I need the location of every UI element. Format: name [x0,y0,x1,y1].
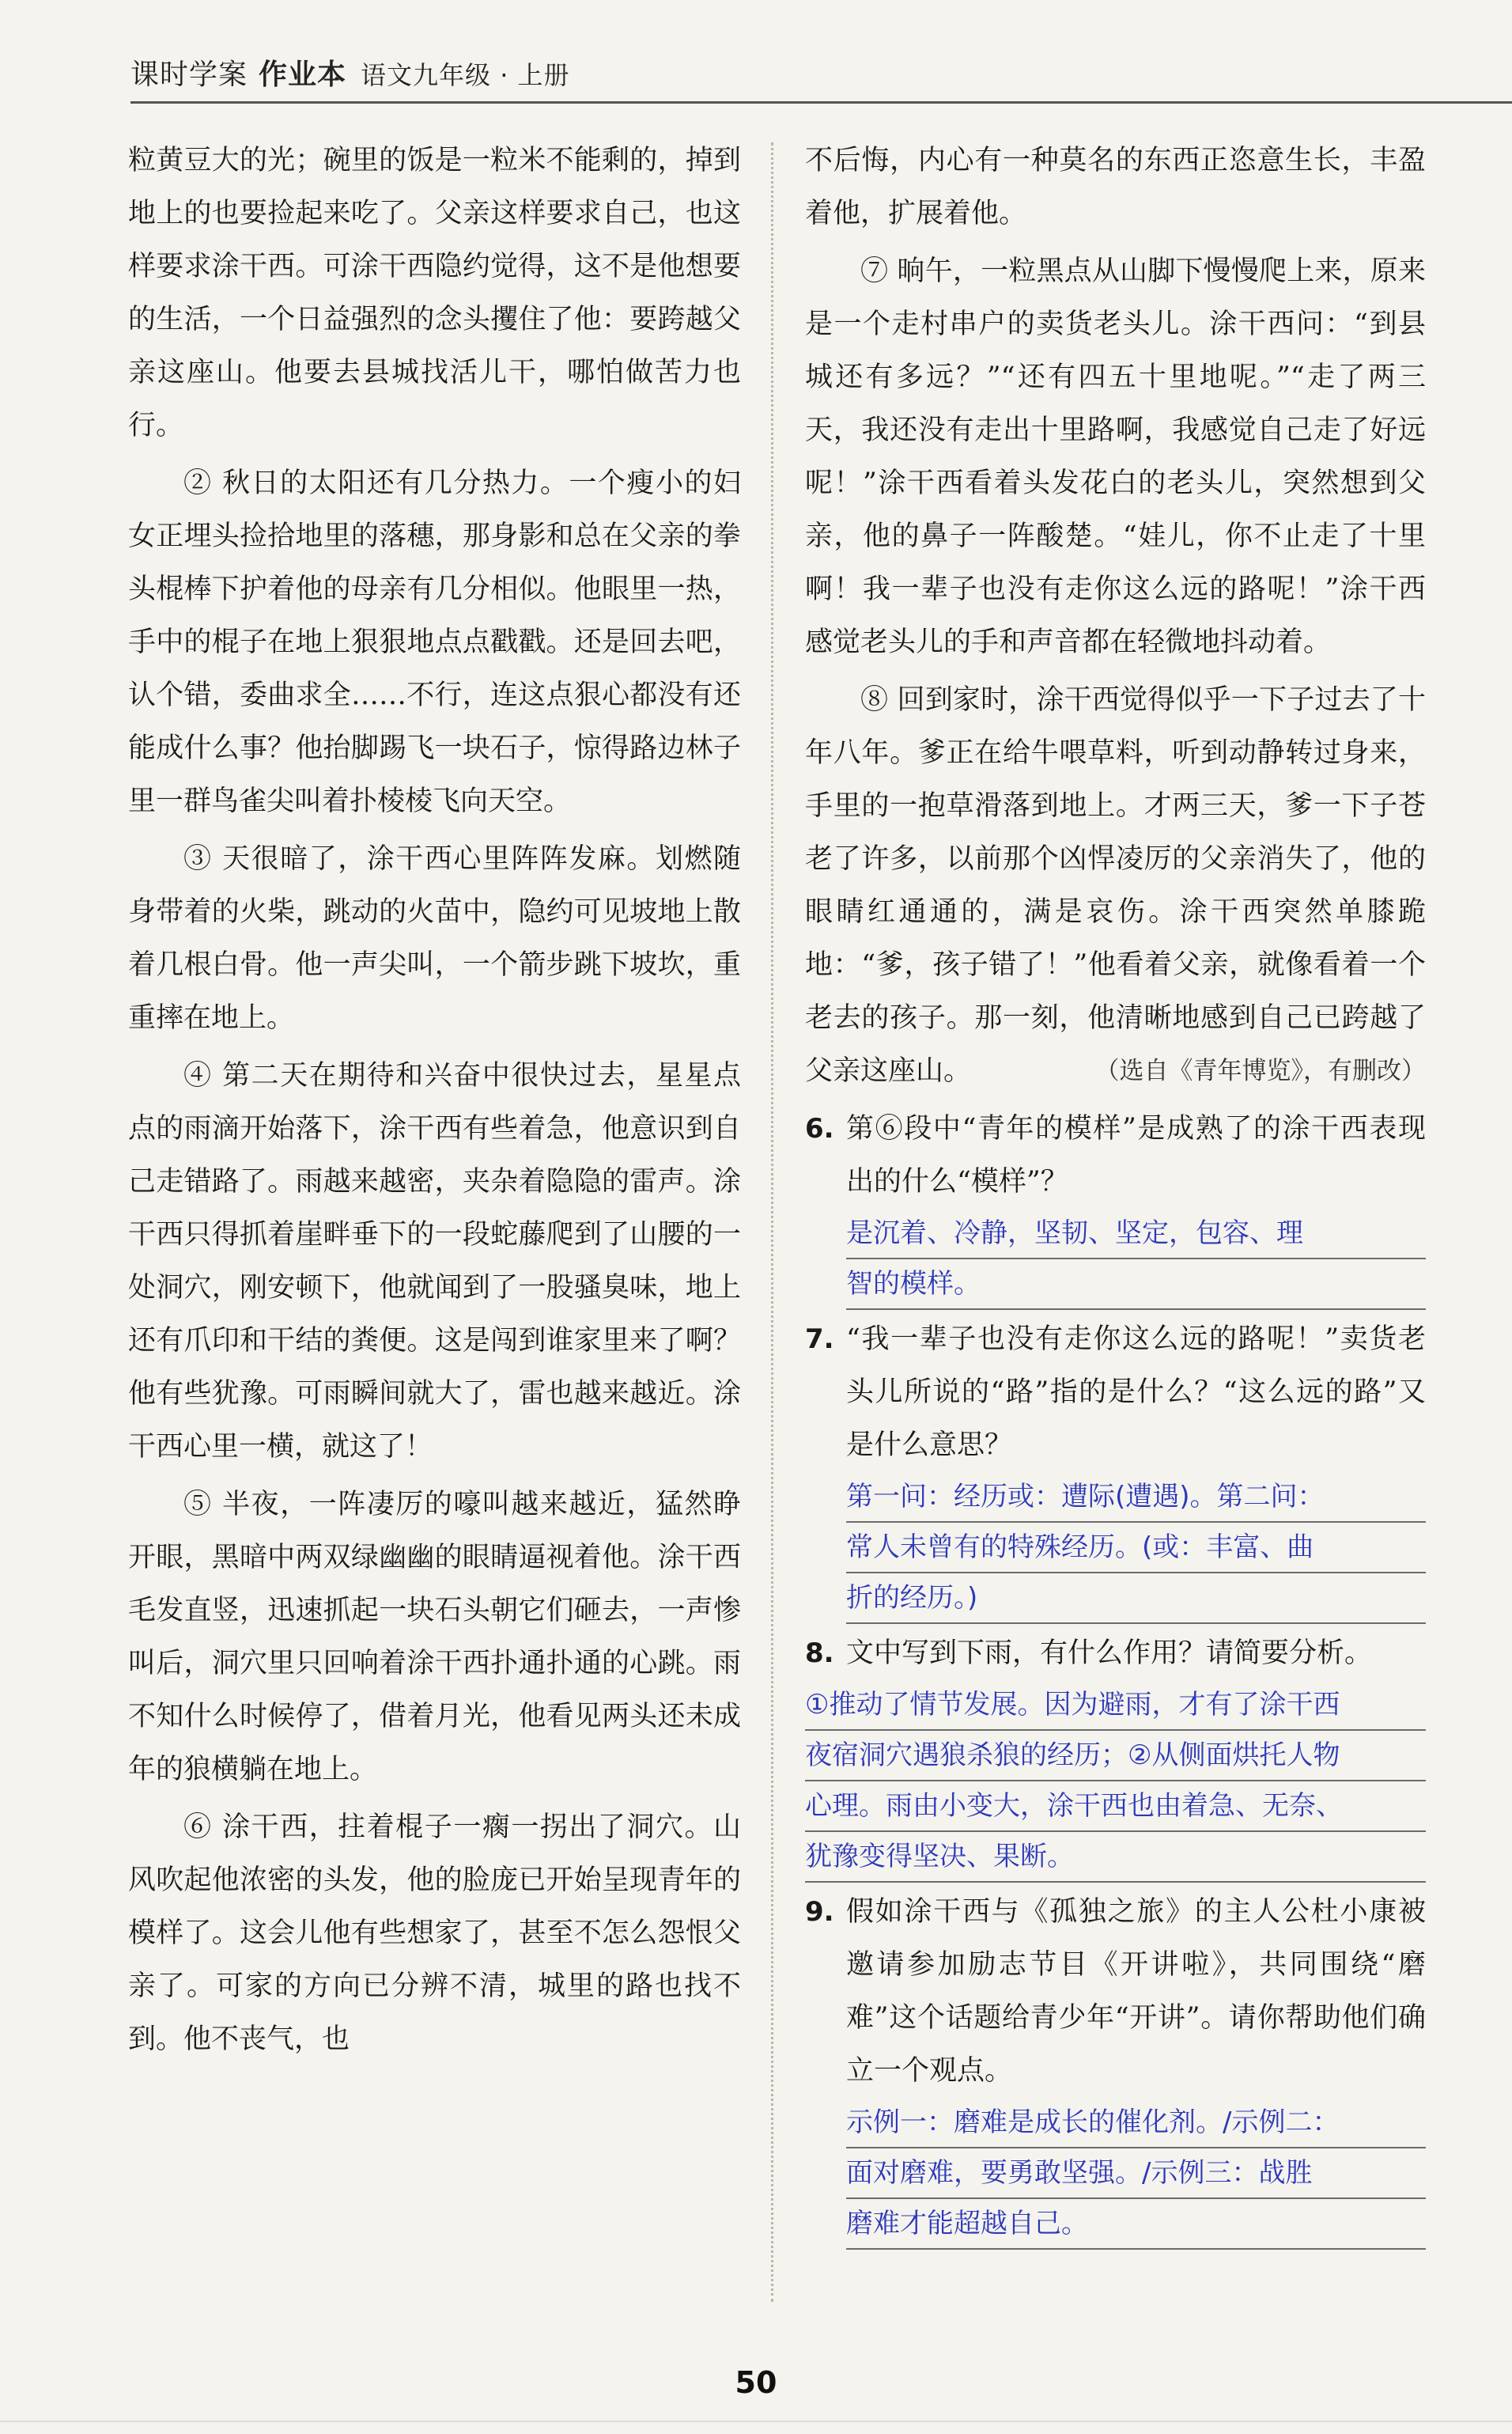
question-6 [805,1103,1426,1310]
answer-6 [846,1209,1426,1310]
paragraph-8-text: ⑧ 回到家时，涂干西觉得似乎一下子过去了十年八年。爹正在给牛喂草料，听到动静转过身来，手里的一抱草滑落到地上。才两三天，爹一下子苍老了许多，以前那个凶悍凌厉的父亲消失了，他的眼睛红通通的，满是哀伤。涂干西突然单膝跪地：“爹，孩子错了！”他看着父亲，就像看着一个老去的孩子。那一刻，他清晰地感到自己已跨越了父亲这座山。 [805,684,1426,1087]
answer-line: 常人未曾有的特殊经历。(或：丰富、曲 [846,1523,1426,1573]
question-9 [805,1886,1426,2250]
answer-8 [805,1680,1426,1883]
bottom-rule [0,2421,1512,2422]
answer-line: 心理。雨由小变大，涂干西也由着急、无奈、 [805,1781,1426,1832]
answer-line: 面对磨难，要勇敢坚强。/示例三：战胜 [846,2148,1426,2199]
page-number: 50 [735,2365,777,2400]
answer-line: 智的模样。 [846,1259,1426,1310]
answer-line: 示例一：磨难是成长的催化剂。/示例二： [846,2098,1426,2148]
paragraph-4: ④ 第二天在期待和兴奋中很快过去，星星点点的雨滴开始落下，涂干西有些着急，他意识到自己走错路了。雨越来越密，夹杂着隐隐的雷声。涂干西只得抓着崖畔垂下的一段蛇藤爬到了山腰的一处洞穴，刚安顿下，他就闻到了一股骚臭味，地上还有爪印和干结的粪便。这是闯到谁家里来了啊？他有些犹豫。可雨瞬间就大了，雷也越来越近。涂干西心里一横，就这了！ [128,1060,741,1463]
header-rule [130,101,1512,104]
paragraph-7: ⑦ 晌午，一粒黑点从山脚下慢慢爬上来，原来是一个走村串户的卖货老头儿。涂干西问：“到县城还有多远？”“还有四五十里地呢。”“走了两三天，我还没有走出十里路啊，我感觉自己走了好远呢！”涂干西看着头发花白的老头儿，突然想到父亲，他的鼻子一阵酸楚。“娃儿，你不止走了十里啊！我一辈子也没有走你这么远的路呢！”涂干西感觉老头儿的手和声音都在轻微地抖动着。 [805,256,1426,658]
question-text: 文中写到下雨，有什么作用？请简要分析。 [846,1637,1373,1669]
question-number: 8. [805,1637,834,1669]
answer-7 [846,1472,1426,1624]
right-column [805,134,1426,2250]
paragraph-1-tail: 粒黄豆大的光；碗里的饭是一粒米不能剩的，掉到地上的也要捡起来吃了。父亲这样要求自己，也这样要求涂干西。可涂干西隐约觉得，这不是他想要的生活，一个日益强烈的念头攫住了他：要跨越父亲这座山。他要去县城找活儿干，哪怕做苦力也行。 [128,145,741,441]
answer-line: 第一问：经历或：遭际(遭遇)。第二问： [846,1472,1426,1523]
paragraph-2: ② 秋日的太阳还有几分热力。一个瘦小的妇女正埋头捡拾地里的落穗，那身影和总在父亲的拳头棍棒下护着他的母亲有几分相似。他眼里一热，手中的棍子在地上狠狠地点点戳戳。还是回去吧，认个错，委曲求全……不行，连这点狠心都没有还能成什么事？他抬脚踢飞一块石子，惊得路边林子里一群鸟雀尖叫着扑棱棱飞向天空。 [128,467,741,817]
left-column [128,134,741,2071]
question-text: 第⑥段中“青年的模样”是成熟了的涂干西表现出的什么“模样”？ [846,1113,1426,1198]
answer-line: 折的经历。) [846,1573,1426,1624]
running-header [130,52,570,93]
paragraph-5: ⑤ 半夜，一阵凄厉的嚎叫越来越近，猛然睁开眼，黑暗中两双绿幽幽的眼睛逼视着他。涂干西毛发直竖，迅速抓起一块石头朝它们砸去，一声惨叫后，洞穴里只回响着涂干西扑通扑通的心跳。雨不知什么时候停了，借着月光，他看见两头还未成年的狼横躺在地上。 [128,1489,741,1785]
series-title: 课时学案 [130,59,248,91]
book-title: 作业本 [259,59,347,91]
question-text: 假如涂干西与《孤独之旅》的主人公杜小康被邀请参加励志节目《开讲啦》，共同围绕“磨难”这个话题给青少年“开讲”。请你帮助他们确立一个观点。 [846,1896,1426,2087]
paragraph-6: ⑥ 涂干西，拄着棍子一瘸一拐出了洞穴。山风吹起他浓密的头发，他的脸庞已开始呈现青年的模样了。这会儿他有些想家了，甚至不怎么怨恨父亲了。可家的方向已分辨不清，城里的路也找不到。他不丧气，也 [128,1811,741,2055]
question-text: “我一辈子也没有走你这么远的路呢！”卖货老头儿所说的“路”指的是什么？“这么远的路”又是什么意思？ [846,1323,1426,1461]
subject-title: 语文九年级 · 上册 [361,60,570,90]
answer-9 [846,2098,1426,2250]
paragraph-3: ③ 天很暗了，涂干西心里阵阵发麻。划燃随身带着的火柴，跳动的火苗中，隐约可见坡地上散着几根白骨。他一声尖叫，一个箭步跳下坡坎，重重摔在地上。 [128,843,741,1034]
question-number: 6. [805,1113,834,1145]
question-8 [805,1627,1426,1883]
question-number: 9. [805,1896,834,1928]
question-7 [805,1313,1426,1624]
paragraph-6-tail: 不后悔，内心有一种莫名的东西正恣意生长，丰盈着他，扩展着他。 [805,145,1426,229]
answer-line: 磨难才能超越自己。 [846,2199,1426,2250]
question-number: 7. [805,1323,834,1355]
paragraph-8 [805,674,1426,1098]
answer-line: 是沉着、冷静，坚韧、坚定，包容、理 [846,1209,1426,1259]
column-divider [771,142,773,2302]
answer-line: 犹豫变得坚决、果断。 [805,1832,1426,1883]
answer-line: ①推动了情节发展。因为避雨，才有了涂干西 [805,1680,1426,1731]
answer-line: 夜宿洞穴遇狼杀狼的经历；②从侧面烘托人物 [805,1731,1426,1781]
source-note: （选自《青年博览》，有删改） [1094,1057,1426,1085]
